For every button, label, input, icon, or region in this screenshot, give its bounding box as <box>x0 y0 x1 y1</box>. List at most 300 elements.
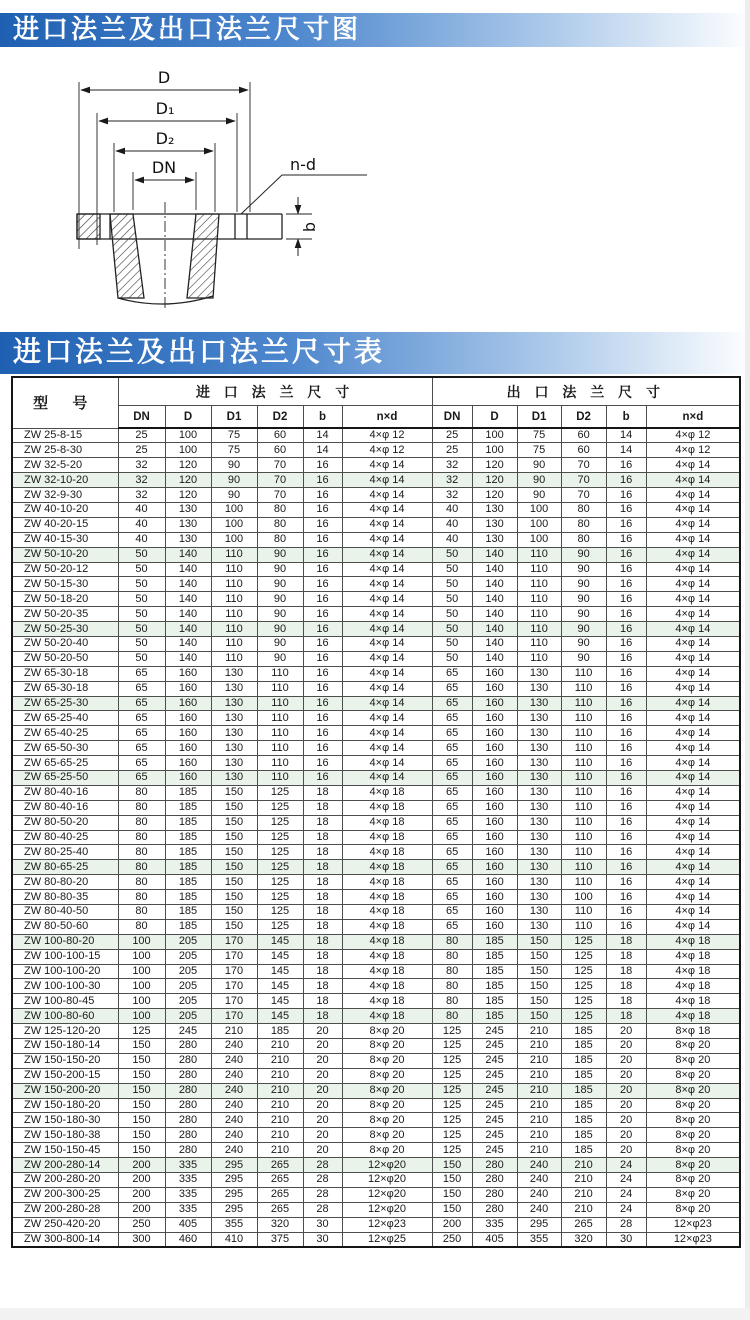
dim-cell: 80 <box>561 502 606 517</box>
dim-cell: 100 <box>517 532 561 547</box>
dim-cell: 110 <box>257 666 303 681</box>
table-row <box>12 592 740 607</box>
dim-cell: 90 <box>211 473 257 488</box>
table-row <box>12 1083 740 1098</box>
dim-cell: 8×φ 20 <box>646 1202 740 1217</box>
dim-cell: 4×φ 14 <box>342 458 432 473</box>
dim-cell: 335 <box>165 1202 211 1217</box>
dim-cell: 8×φ 20 <box>646 1068 740 1083</box>
dim-cell: 130 <box>517 756 561 771</box>
dim-cell: 110 <box>561 860 606 875</box>
dim-cell: 240 <box>211 1098 257 1113</box>
dim-cell: 16 <box>606 517 646 532</box>
dim-cell: 130 <box>165 502 211 517</box>
dim-cell: 210 <box>517 1098 561 1113</box>
dim-cell: 25 <box>432 428 472 443</box>
dim-cell: 140 <box>472 592 517 607</box>
dim-cell: 110 <box>257 696 303 711</box>
dim-cell: 110 <box>211 592 257 607</box>
model-cell: ZW 150-200-20 <box>12 1083 118 1098</box>
dim-cell: 20 <box>303 1128 342 1143</box>
dim-cell: 200 <box>432 1217 472 1232</box>
dim-cell: 185 <box>561 1113 606 1128</box>
dim-cell: 70 <box>561 473 606 488</box>
dim-cell: 18 <box>303 800 342 815</box>
dim-cell: 125 <box>561 979 606 994</box>
dim-cell: 4×φ 14 <box>646 577 740 592</box>
dim-cell: 80 <box>118 830 165 845</box>
dim-cell: 125 <box>257 919 303 934</box>
dim-cell: 280 <box>165 1128 211 1143</box>
dim-cell: 4×φ 14 <box>646 770 740 785</box>
dim-cell: 50 <box>118 607 165 622</box>
dim-cell: 100 <box>472 428 517 443</box>
dim-cell: 50 <box>118 622 165 637</box>
dim-cell: 90 <box>561 562 606 577</box>
dim-cell: 4×φ 14 <box>646 473 740 488</box>
dim-cell: 8×φ 20 <box>646 1039 740 1054</box>
dim-cell: 16 <box>606 547 646 562</box>
dim-cell: 150 <box>118 1128 165 1143</box>
dim-cell: 50 <box>432 562 472 577</box>
dim-cell: 140 <box>165 562 211 577</box>
dim-cell: 240 <box>211 1053 257 1068</box>
dim-cell: 130 <box>211 666 257 681</box>
dim-cell: 24 <box>606 1173 646 1188</box>
dim-cell: 4×φ 18 <box>342 934 432 949</box>
dim-cell: 4×φ 18 <box>342 830 432 845</box>
dim-cell: 4×φ 12 <box>342 428 432 443</box>
dim-cell: 355 <box>517 1232 561 1247</box>
dim-cell: 205 <box>165 949 211 964</box>
dim-cell: 18 <box>303 994 342 1009</box>
dim-cell: 295 <box>211 1187 257 1202</box>
dim-cell: 25 <box>118 443 165 458</box>
dim-cell: 65 <box>432 830 472 845</box>
dim-cell: 18 <box>303 979 342 994</box>
dim-cell: 210 <box>257 1083 303 1098</box>
dim-cell: 130 <box>517 741 561 756</box>
diagram-title-bar <box>0 13 750 47</box>
dim-cell: 70 <box>561 458 606 473</box>
dim-cell: 30 <box>606 1232 646 1247</box>
model-cell: ZW 65-25-40 <box>12 711 118 726</box>
model-cell: ZW 125-120-20 <box>12 1024 118 1039</box>
dim-cell: 50 <box>118 547 165 562</box>
dim-cell: 16 <box>606 756 646 771</box>
dim-cell: 110 <box>517 636 561 651</box>
dim-cell: 140 <box>472 547 517 562</box>
model-cell: ZW 100-100-20 <box>12 964 118 979</box>
dim-cell: 160 <box>472 785 517 800</box>
table-row <box>12 458 740 473</box>
model-cell: ZW 300-800-14 <box>12 1232 118 1247</box>
col-header-outlet-b: b <box>606 406 646 429</box>
dim-cell: 4×φ 14 <box>342 488 432 503</box>
dim-cell: 16 <box>606 741 646 756</box>
dim-cell: 70 <box>561 488 606 503</box>
table-row <box>12 1009 740 1024</box>
dim-cell: 4×φ 14 <box>646 517 740 532</box>
dim-cell: 4×φ 18 <box>342 890 432 905</box>
dim-cell: 145 <box>257 994 303 1009</box>
dim-cell: 140 <box>472 651 517 666</box>
flange-dimension-table <box>11 376 741 1248</box>
dim-cell: 65 <box>432 681 472 696</box>
dim-cell: 4×φ 14 <box>342 711 432 726</box>
dim-cell: 4×φ 18 <box>646 949 740 964</box>
dim-cell: 4×φ 18 <box>646 934 740 949</box>
page-edge-right <box>745 0 750 1320</box>
dim-cell: 120 <box>472 488 517 503</box>
table-row <box>12 800 740 815</box>
dim-cell: 90 <box>257 622 303 637</box>
dim-cell: 65 <box>118 696 165 711</box>
model-cell: ZW 50-15-30 <box>12 577 118 592</box>
dim-cell: 4×φ 14 <box>646 800 740 815</box>
dim-cell: 150 <box>118 1083 165 1098</box>
dim-cell: 130 <box>517 919 561 934</box>
dim-cell: 90 <box>561 547 606 562</box>
dim-cell: 50 <box>118 636 165 651</box>
table-row <box>12 1068 740 1083</box>
dim-cell: 150 <box>211 905 257 920</box>
dim-cell: 265 <box>257 1173 303 1188</box>
dim-cell: 150 <box>517 934 561 949</box>
dim-cell: 335 <box>165 1158 211 1173</box>
dim-cell: 150 <box>118 1053 165 1068</box>
dim-cell: 210 <box>517 1024 561 1039</box>
dim-cell: 60 <box>561 443 606 458</box>
dim-cell: 185 <box>561 1083 606 1098</box>
dim-cell: 125 <box>561 994 606 1009</box>
dim-cell: 170 <box>211 964 257 979</box>
dim-cell: 150 <box>211 830 257 845</box>
dim-cell: 80 <box>432 964 472 979</box>
dim-cell: 50 <box>118 562 165 577</box>
dim-cell: 16 <box>606 696 646 711</box>
dim-cell: 110 <box>517 592 561 607</box>
dim-cell: 16 <box>606 681 646 696</box>
dim-cell: 210 <box>211 1024 257 1039</box>
dim-cell: 460 <box>165 1232 211 1247</box>
dim-cell: 125 <box>432 1024 472 1039</box>
dim-cell: 130 <box>517 711 561 726</box>
dim-cell: 150 <box>118 1068 165 1083</box>
table-row <box>12 934 740 949</box>
dim-cell: 240 <box>211 1083 257 1098</box>
dim-cell: 80 <box>118 860 165 875</box>
table-row <box>12 622 740 637</box>
dim-cell: 125 <box>257 785 303 800</box>
dim-cell: 160 <box>165 726 211 741</box>
dim-cell: 16 <box>303 473 342 488</box>
dim-cell: 16 <box>606 666 646 681</box>
dim-cell: 90 <box>257 577 303 592</box>
table-row <box>12 979 740 994</box>
dim-cell: 110 <box>211 636 257 651</box>
dim-cell: 185 <box>472 1009 517 1024</box>
dim-cell: 160 <box>472 666 517 681</box>
dim-cell: 100 <box>118 964 165 979</box>
dim-cell: 16 <box>606 607 646 622</box>
dim-cell: 125 <box>432 1053 472 1068</box>
dim-cell: 185 <box>165 860 211 875</box>
dim-cell: 4×φ 14 <box>646 666 740 681</box>
table-row <box>12 696 740 711</box>
col-header-inlet-nxd: n×d <box>342 406 432 429</box>
model-cell: ZW 150-200-15 <box>12 1068 118 1083</box>
dim-cell: 80 <box>432 949 472 964</box>
dim-cell: 145 <box>257 979 303 994</box>
dim-cell: 16 <box>303 651 342 666</box>
dim-cell: 16 <box>303 532 342 547</box>
model-cell: ZW 65-50-30 <box>12 741 118 756</box>
table-row <box>12 964 740 979</box>
dim-cell: 160 <box>472 770 517 785</box>
dim-cell: 65 <box>118 666 165 681</box>
dim-cell: 18 <box>303 845 342 860</box>
dim-cell: 110 <box>257 741 303 756</box>
dim-cell: 90 <box>561 636 606 651</box>
dim-cell: 65 <box>432 815 472 830</box>
table-row <box>12 860 740 875</box>
dim-cell: 16 <box>303 577 342 592</box>
dim-cell: 4×φ 14 <box>646 607 740 622</box>
dim-cell: 32 <box>118 458 165 473</box>
dim-cell: 125 <box>257 890 303 905</box>
col-header-inlet-d2: D2 <box>257 406 303 429</box>
dim-cell: 18 <box>606 949 646 964</box>
dim-cell: 24 <box>606 1158 646 1173</box>
dim-cell: 205 <box>165 979 211 994</box>
dim-cell: 65 <box>118 756 165 771</box>
dim-cell: 110 <box>211 577 257 592</box>
dim-cell: 65 <box>432 845 472 860</box>
dim-cell: 50 <box>432 547 472 562</box>
dim-cell: 28 <box>303 1187 342 1202</box>
dim-cell: 120 <box>165 488 211 503</box>
dim-label-b: b <box>300 221 319 233</box>
table-row <box>12 473 740 488</box>
dim-cell: 185 <box>561 1039 606 1054</box>
dim-cell: 90 <box>561 651 606 666</box>
dim-cell: 150 <box>118 1113 165 1128</box>
model-cell: ZW 80-50-60 <box>12 919 118 934</box>
dim-cell: 4×φ 18 <box>646 1009 740 1024</box>
dim-cell: 130 <box>517 815 561 830</box>
dim-cell: 110 <box>257 681 303 696</box>
dim-cell: 205 <box>165 934 211 949</box>
dim-cell: 110 <box>211 547 257 562</box>
dim-cell: 130 <box>517 681 561 696</box>
dim-cell: 4×φ 14 <box>646 622 740 637</box>
dim-cell: 125 <box>257 800 303 815</box>
dim-cell: 295 <box>211 1158 257 1173</box>
dim-cell: 16 <box>303 711 342 726</box>
dim-cell: 300 <box>118 1232 165 1247</box>
model-cell: ZW 65-25-50 <box>12 770 118 785</box>
dim-cell: 20 <box>303 1068 342 1083</box>
dim-cell: 110 <box>561 770 606 785</box>
dim-cell: 90 <box>257 562 303 577</box>
dim-cell: 65 <box>118 770 165 785</box>
dim-cell: 110 <box>561 800 606 815</box>
dim-cell: 205 <box>165 964 211 979</box>
table-row <box>12 815 740 830</box>
dim-cell: 170 <box>211 994 257 1009</box>
dim-cell: 8×φ 20 <box>646 1053 740 1068</box>
model-cell: ZW 150-180-30 <box>12 1113 118 1128</box>
dim-label-nd: n-d <box>289 155 317 174</box>
dim-cell: 8×φ 20 <box>342 1039 432 1054</box>
dim-cell: 110 <box>257 756 303 771</box>
dim-cell: 16 <box>606 592 646 607</box>
dim-cell: 240 <box>211 1068 257 1083</box>
model-cell: ZW 100-80-60 <box>12 1009 118 1024</box>
dim-cell: 150 <box>517 964 561 979</box>
dim-cell: 140 <box>165 577 211 592</box>
dim-cell: 100 <box>165 428 211 443</box>
table-row <box>12 756 740 771</box>
dim-cell: 16 <box>606 622 646 637</box>
dim-cell: 70 <box>257 473 303 488</box>
dim-cell: 210 <box>517 1113 561 1128</box>
dim-cell: 145 <box>257 934 303 949</box>
dim-cell: 65 <box>432 800 472 815</box>
table-row <box>12 1039 740 1054</box>
thickness-dimension <box>286 197 319 256</box>
dim-cell: 16 <box>303 756 342 771</box>
dim-cell: 200 <box>118 1202 165 1217</box>
dim-cell: 4×φ 18 <box>342 1009 432 1024</box>
dim-cell: 160 <box>165 681 211 696</box>
dim-cell: 110 <box>561 711 606 726</box>
dim-cell: 4×φ 14 <box>646 919 740 934</box>
dim-cell: 16 <box>606 770 646 785</box>
dim-cell: 40 <box>118 502 165 517</box>
dim-cell: 100 <box>517 502 561 517</box>
dim-cell: 150 <box>211 800 257 815</box>
table-sub-header-row <box>12 406 740 429</box>
dim-cell: 20 <box>303 1098 342 1113</box>
dim-cell: 8×φ 20 <box>342 1024 432 1039</box>
flange-table-body <box>12 428 740 1247</box>
dim-cell: 125 <box>561 949 606 964</box>
dim-cell: 65 <box>432 905 472 920</box>
dim-cell: 245 <box>472 1143 517 1158</box>
dim-cell: 160 <box>472 800 517 815</box>
dim-cell: 210 <box>517 1039 561 1054</box>
dim-cell: 140 <box>472 636 517 651</box>
dim-cell: 280 <box>165 1068 211 1083</box>
dim-cell: 8×φ 20 <box>342 1053 432 1068</box>
dim-cell: 100 <box>517 517 561 532</box>
dim-cell: 18 <box>303 815 342 830</box>
dim-cell: 12×φ23 <box>646 1232 740 1247</box>
dim-cell: 100 <box>211 517 257 532</box>
table-row <box>12 502 740 517</box>
table-row <box>12 919 740 934</box>
dim-cell: 110 <box>561 875 606 890</box>
dim-cell: 185 <box>257 1024 303 1039</box>
table-row <box>12 517 740 532</box>
dim-cell: 150 <box>118 1143 165 1158</box>
dim-cell: 240 <box>211 1113 257 1128</box>
dim-cell: 160 <box>165 741 211 756</box>
model-cell: ZW 250-420-20 <box>12 1217 118 1232</box>
dim-cell: 16 <box>303 666 342 681</box>
dim-cell: 65 <box>432 756 472 771</box>
dim-cell: 125 <box>257 905 303 920</box>
dim-cell: 25 <box>118 428 165 443</box>
dim-cell: 4×φ 14 <box>342 651 432 666</box>
dim-cell: 130 <box>165 517 211 532</box>
dim-cell: 110 <box>561 741 606 756</box>
table-row <box>12 726 740 741</box>
dim-cell: 140 <box>165 547 211 562</box>
dim-cell: 80 <box>561 517 606 532</box>
dim-cell: 160 <box>165 711 211 726</box>
dim-cell: 16 <box>303 592 342 607</box>
dim-cell: 4×φ 14 <box>646 815 740 830</box>
dim-label-D1: D₁ <box>155 99 175 118</box>
dim-cell: 4×φ 18 <box>342 919 432 934</box>
dim-cell: 4×φ 18 <box>646 964 740 979</box>
dim-cell: 110 <box>211 607 257 622</box>
dim-cell: 16 <box>606 875 646 890</box>
dim-cell: 150 <box>211 860 257 875</box>
dim-cell: 245 <box>472 1053 517 1068</box>
dim-cell: 160 <box>472 756 517 771</box>
dim-cell: 32 <box>118 488 165 503</box>
dim-cell: 4×φ 14 <box>646 830 740 845</box>
dim-cell: 145 <box>257 964 303 979</box>
dim-cell: 185 <box>472 994 517 1009</box>
diagram-title: 进口法兰及出口法兰尺寸图 <box>13 15 362 44</box>
dim-cell: 100 <box>165 443 211 458</box>
dim-cell: 18 <box>606 994 646 1009</box>
dim-cell: 210 <box>561 1158 606 1173</box>
dim-cell: 70 <box>257 458 303 473</box>
dim-cell: 210 <box>257 1113 303 1128</box>
dim-cell: 130 <box>165 532 211 547</box>
dim-cell: 150 <box>517 949 561 964</box>
dim-cell: 4×φ 14 <box>646 785 740 800</box>
dim-cell: 130 <box>211 756 257 771</box>
dim-cell: 185 <box>165 830 211 845</box>
dim-cell: 20 <box>606 1053 646 1068</box>
dim-cell: 280 <box>165 1039 211 1054</box>
dim-cell: 40 <box>432 502 472 517</box>
table-title-bar <box>0 332 750 374</box>
dim-cell: 90 <box>517 488 561 503</box>
model-cell: ZW 32-5-20 <box>12 458 118 473</box>
dim-cell: 110 <box>211 562 257 577</box>
dim-cell: 130 <box>211 696 257 711</box>
dim-cell: 375 <box>257 1232 303 1247</box>
dim-cell: 90 <box>561 577 606 592</box>
dim-cell: 32 <box>432 458 472 473</box>
dim-cell: 140 <box>165 607 211 622</box>
dim-cell: 8×φ 20 <box>646 1113 740 1128</box>
dim-cell: 90 <box>211 458 257 473</box>
model-cell: ZW 80-40-16 <box>12 800 118 815</box>
model-cell: ZW 80-40-50 <box>12 905 118 920</box>
dim-cell: 210 <box>257 1143 303 1158</box>
dim-cell: 65 <box>432 785 472 800</box>
dim-cell: 14 <box>606 443 646 458</box>
